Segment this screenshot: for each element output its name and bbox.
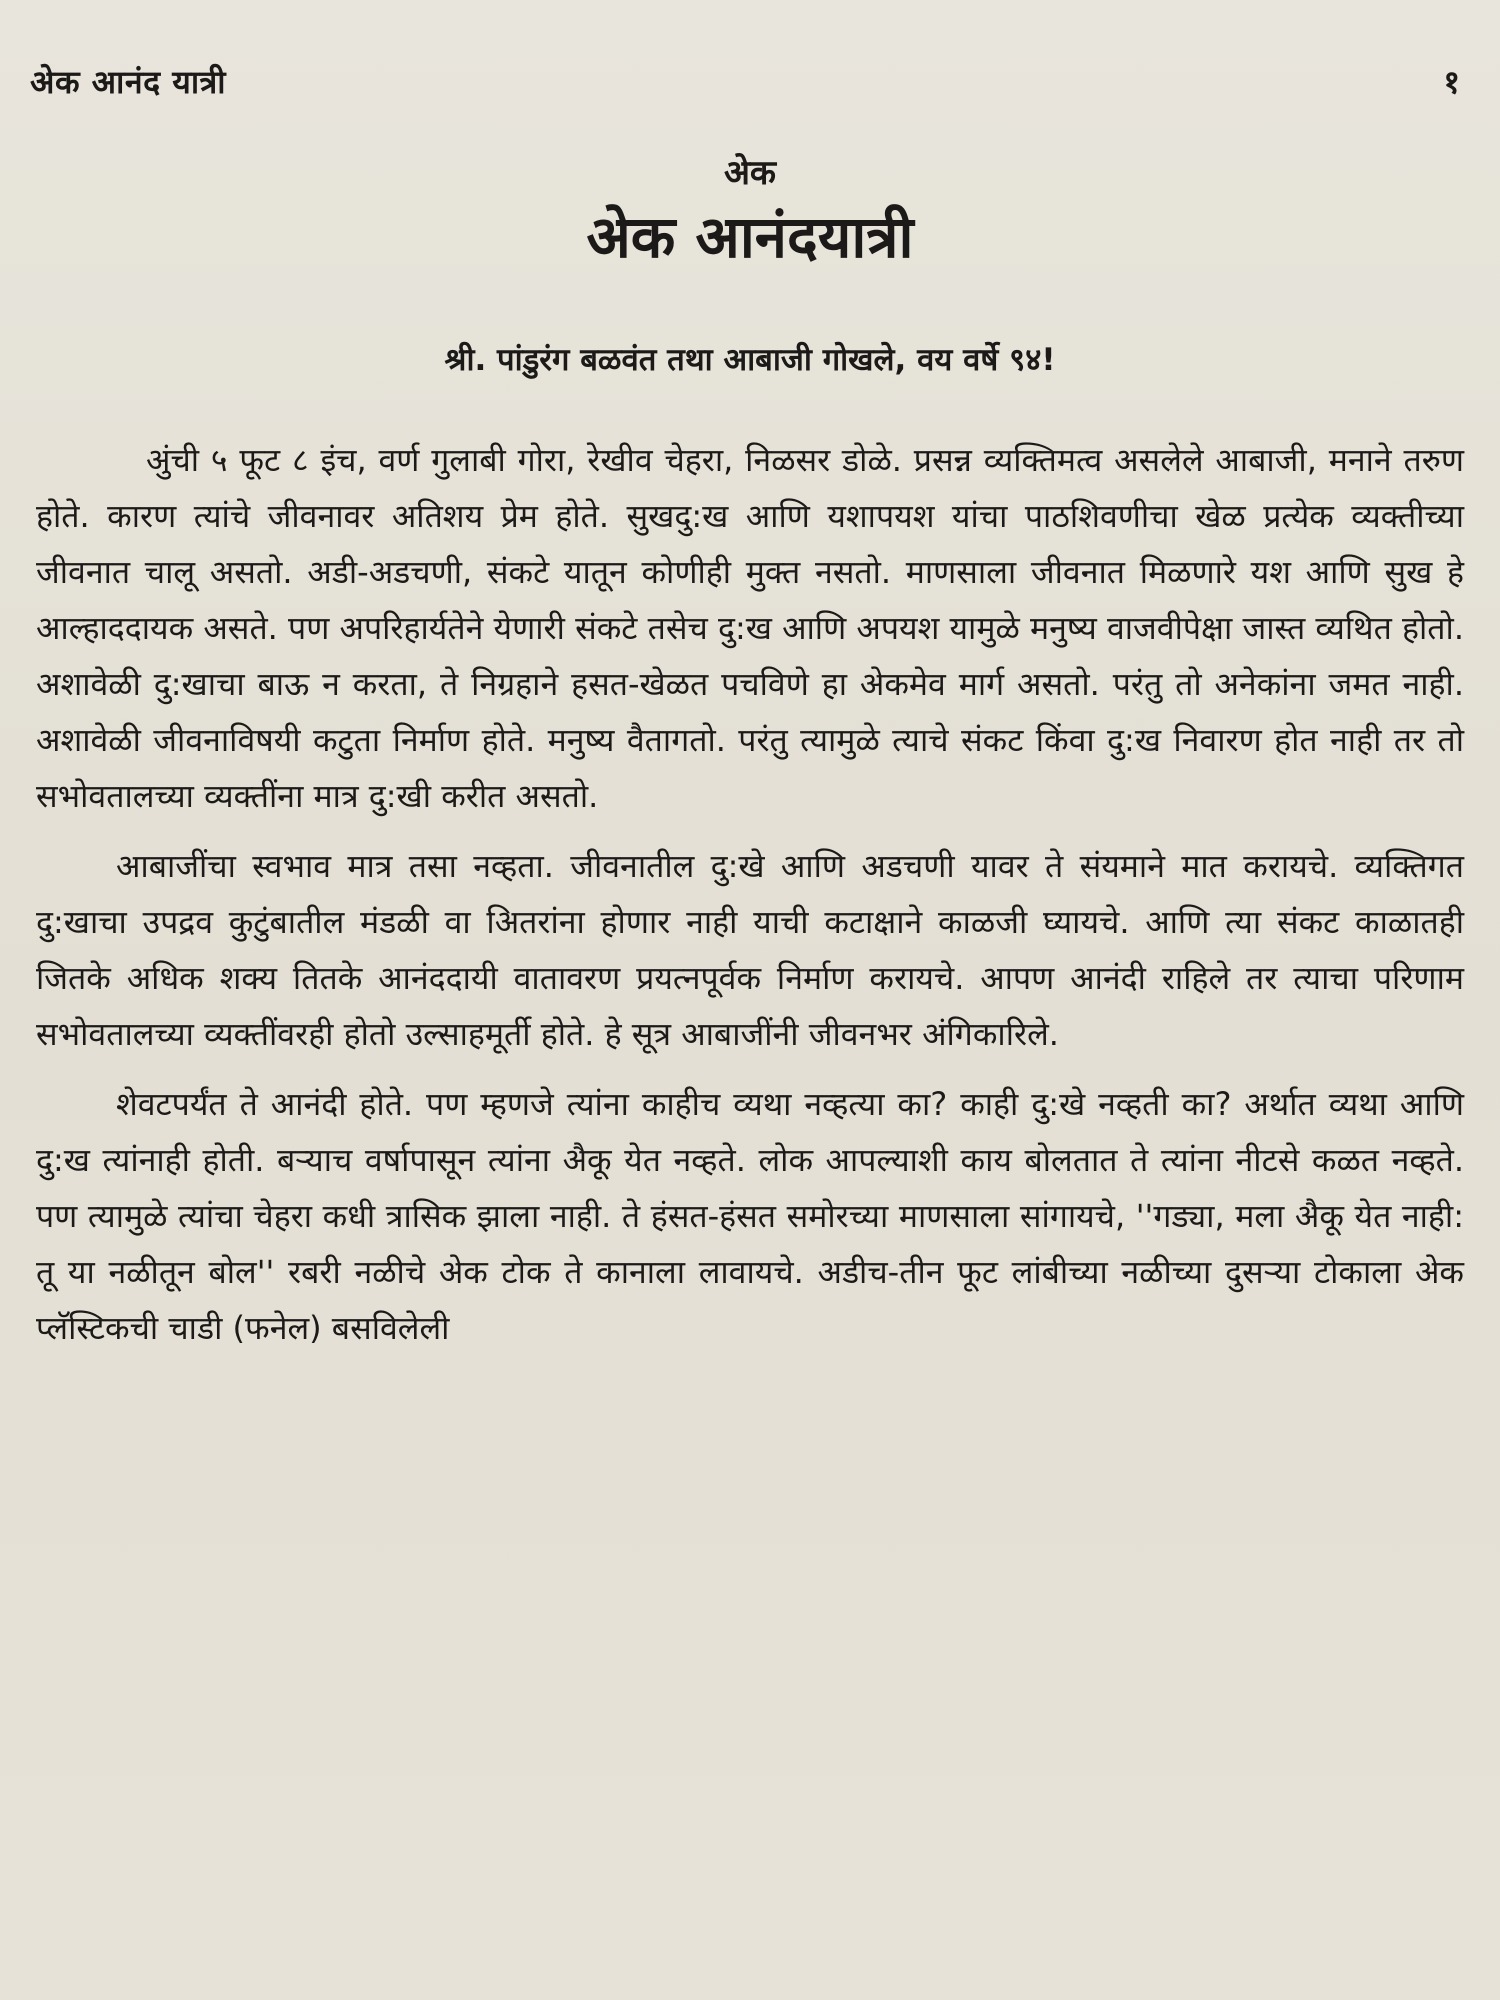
body-text [36, 432, 1464, 1370]
chapter-number: अेक [723, 153, 777, 193]
paragraph: आबाजींचा स्वभाव मात्र तसा नव्हता. जीवनातील दु:खे आणि अडचणी यावर ते संयमाने मात करायचे. व्यक्तिगत दु:खाचा उपद्रव कुटुंबातील मंडळी वा अितरांना होणार नाही याची कटाक्षाने काळजी घ्यायचे. आणि त्या संकट काळातही जितके अधिक शक्य तितके आनंददायी वातावरण प्रयत्नपूर्वक निर्माण करायचे. आपण आनंदी राहिले तर त्याचा परिणाम सभोवतालच्या व्यक्तींवरही होतो उल्साहमूर्ती होते. हे सूत्र आबाजींनी जीवनभर अंगिकारिले. [36, 847, 1464, 1053]
chapter-subtitle: श्री. पांडुरंग बळवंत तथा आबाजी गोखले, वय वर्षे ९४! [444, 342, 1056, 378]
page-number: १ [1443, 63, 1460, 101]
chapter-title: अेक आनंदयात्री [586, 203, 914, 271]
running-title: अेक आनंद यात्री [30, 63, 227, 101]
paragraph: शेवटपर्यंत ते आनंदी होते. पण म्हणजे त्यांना काहीच व्यथा नव्हत्या का? काही दु:खे नव्हती का? अर्थात व्यथा आणि दु:ख त्यांनाही होती. बऱ्याच वर्षापासून त्यांना अैकू येत नव्हते. लोक आपल्याशी काय बोलतात ते त्यांना नीटसे कळत नव्हते. पण त्यामुळे त्यांचा चेहरा कधी त्रासिक झाला नाही. ते हंसत-हंसत समोरच्या माणसाला सांगायचे, ''गड्या, मला अैकू येत नाही: तू या नळीतून बोल'' रबरी नळीचे अेक टोक ते कानाला लावायचे. अडीच-तीन फूट लांबीच्या नळीच्या दुसऱ्या टोकाला अेक प्लॅस्टिकची चाडी (फनेल) बसविलेली [36, 1085, 1464, 1347]
paragraph: अुंची ५ फूट ८ इंच, वर्ण गुलाबी गोरा, रेखीव चेहरा, निळसर डोळे. प्रसन्न व्यक्तिमत्व असलेले आबाजी, मनाने तरुण होते. कारण त्यांचे जीवनावर अतिशय प्रेम होते. सुखदु:ख आणि यशापयश यांचा पाठशिवणीचा खेळ प्रत्येक व्यक्तीच्या जीवनात चालू असतो. अडी-अडचणी, संकटे यातून कोणीही मुक्त नसतो. माणसाला जीवनात मिळणारे यश आणि सुख हे आल्हाददायक असते. पण अपरिहार्यतेने येणारी संकटे तसेच दु:ख आणि अपयश यामुळे मनुष्य वाजवीपेक्षा जास्त व्यथित होतो. अशावेळी दु:खाचा बाऊ न करता, ते निग्रहाने हसत-खेळत पचविणे हा अेकमेव मार्ग असतो. परंतु तो अनेकांना जमत नाही. अशावेळी जीवनाविषयी कटुता निर्माण होते. मनुष्य वैतागतो. परंतु त्यामुळे त्याचे संकट किंवा दु:ख निवारण होत नाही तर तो सभोवतालच्या व्यक्तींना मात्र दु:खी करीत असतो. [36, 441, 1464, 815]
